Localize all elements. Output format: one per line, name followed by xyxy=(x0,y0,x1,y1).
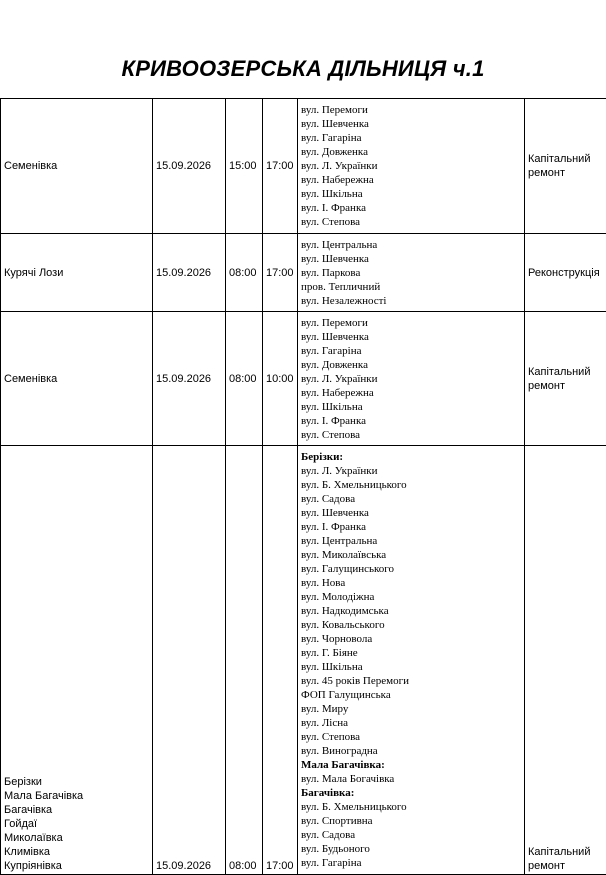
settlement-name: Гойдаї xyxy=(4,817,149,831)
street-name: вул. І. Франка xyxy=(301,201,521,215)
settlement-cell xyxy=(1,312,153,446)
work-type-text: ремонт xyxy=(528,859,603,873)
table-row xyxy=(1,446,606,875)
start-time-cell: 08:00 xyxy=(226,312,263,446)
settlement-name: Мала Багачівка xyxy=(4,789,149,803)
settlement-name: Климівка xyxy=(4,845,149,859)
street-name: вул. Незалежності xyxy=(301,294,521,308)
work-type-text: Капітальний xyxy=(528,152,603,166)
street-name: вул. 45 років Перемоги xyxy=(301,674,521,688)
start-time-cell: 08:00 xyxy=(226,446,263,875)
streets-cell xyxy=(298,99,525,234)
street-name: вул. Степова xyxy=(301,730,521,744)
settlement-cell xyxy=(1,446,153,875)
date-cell: 15.09.2026 xyxy=(153,234,226,312)
streets-cell xyxy=(298,446,525,875)
table-row xyxy=(1,234,606,312)
street-name: вул. Центральна xyxy=(301,238,521,252)
work-type-text: Капітальний xyxy=(528,845,603,859)
settlement-name: Купріянівка xyxy=(4,859,149,873)
street-name: вул. Гагаріна xyxy=(301,856,521,870)
end-time-cell: 17:00 xyxy=(263,234,298,312)
settlement-name: Миколаївка xyxy=(4,831,149,845)
street-name: вул. Паркова xyxy=(301,266,521,280)
streets-cell xyxy=(298,312,525,446)
street-name: вул. Садова xyxy=(301,492,521,506)
street-name: вул. Галущинського xyxy=(301,562,521,576)
street-name: вул. Виноградна xyxy=(301,744,521,758)
table-row xyxy=(1,312,606,446)
date-cell: 15.09.2026 xyxy=(153,312,226,446)
end-time-cell: 17:00 xyxy=(263,446,298,875)
street-name: вул. Шкільна xyxy=(301,187,521,201)
street-name: вул. Молодіжна xyxy=(301,590,521,604)
work-type-text: Капітальний xyxy=(528,365,603,379)
work-type-text: Реконструкція xyxy=(528,266,603,280)
street-name: вул. Шевченка xyxy=(301,117,521,131)
page-title: КРИВООЗЕРСЬКА ДІЛЬНИЦЯ ч.1 xyxy=(0,56,606,82)
outage-schedule-table xyxy=(0,98,606,875)
street-name: вул. Шевченка xyxy=(301,506,521,520)
street-name: вул. Довженка xyxy=(301,145,521,159)
street-name: вул. Б. Хмельницького xyxy=(301,478,521,492)
street-name: вул. Чорновола xyxy=(301,632,521,646)
street-group-heading: Багачівка: xyxy=(301,786,521,800)
street-name: вул. І. Франка xyxy=(301,520,521,534)
start-time-cell: 08:00 xyxy=(226,234,263,312)
work-type-cell xyxy=(525,234,606,312)
street-name: вул. Надкодимська xyxy=(301,604,521,618)
end-time-cell: 17:00 xyxy=(263,99,298,234)
street-name: вул. Садова xyxy=(301,828,521,842)
start-time-cell: 15:00 xyxy=(226,99,263,234)
settlement-name: Багачівка xyxy=(4,803,149,817)
streets-cell xyxy=(298,234,525,312)
street-name: вул. Л. Українки xyxy=(301,464,521,478)
work-type-text: ремонт xyxy=(528,166,603,180)
settlement-cell xyxy=(1,99,153,234)
street-name: вул. Будьоного xyxy=(301,842,521,856)
settlement-name: Берізки xyxy=(4,775,149,789)
street-name: вул. Степова xyxy=(301,428,521,442)
table-row xyxy=(1,99,606,234)
street-name: вул. Перемоги xyxy=(301,316,521,330)
street-name: вул. Мала Богачівка xyxy=(301,772,521,786)
street-name: вул. Набережна xyxy=(301,173,521,187)
street-name: вул. Довженка xyxy=(301,358,521,372)
work-type-text: ремонт xyxy=(528,379,603,393)
settlement-name: Семенівка xyxy=(4,372,149,386)
work-type-cell xyxy=(525,312,606,446)
settlement-name: Курячі Лози xyxy=(4,266,149,280)
street-name: вул. Набережна xyxy=(301,386,521,400)
settlement-cell xyxy=(1,234,153,312)
end-time-cell: 10:00 xyxy=(263,312,298,446)
street-name: вул. Нова xyxy=(301,576,521,590)
street-name: ФОП Галущинська xyxy=(301,688,521,702)
street-name: вул. І. Франка xyxy=(301,414,521,428)
street-name: вул. Гагаріна xyxy=(301,344,521,358)
street-name: вул. Шкільна xyxy=(301,660,521,674)
street-name: вул. Л. Українки xyxy=(301,372,521,386)
street-name: вул. Л. Українки xyxy=(301,159,521,173)
street-name: вул. Центральна xyxy=(301,534,521,548)
street-name: вул. Шевченка xyxy=(301,330,521,344)
street-name: пров. Тепличний xyxy=(301,280,521,294)
street-name: вул. Лісна xyxy=(301,716,521,730)
street-name: вул. Ковальського xyxy=(301,618,521,632)
street-name: вул. Миколаївська xyxy=(301,548,521,562)
street-name: вул. Спортивна xyxy=(301,814,521,828)
street-name: вул. Г. Біяне xyxy=(301,646,521,660)
street-group-heading: Берізки: xyxy=(301,450,521,464)
date-cell: 15.09.2026 xyxy=(153,99,226,234)
street-group-heading: Мала Багачівка: xyxy=(301,758,521,772)
street-name: вул. Миру xyxy=(301,702,521,716)
date-cell: 15.09.2026 xyxy=(153,446,226,875)
work-type-cell xyxy=(525,446,606,875)
settlement-name: Семенівка xyxy=(4,159,149,173)
street-name: вул. Шевченка xyxy=(301,252,521,266)
work-type-cell xyxy=(525,99,606,234)
street-name: вул. Шкільна xyxy=(301,400,521,414)
street-name: вул. Гагаріна xyxy=(301,131,521,145)
street-name: вул. Перемоги xyxy=(301,103,521,117)
street-name: вул. Степова xyxy=(301,215,521,229)
street-name: вул. Б. Хмельницького xyxy=(301,800,521,814)
